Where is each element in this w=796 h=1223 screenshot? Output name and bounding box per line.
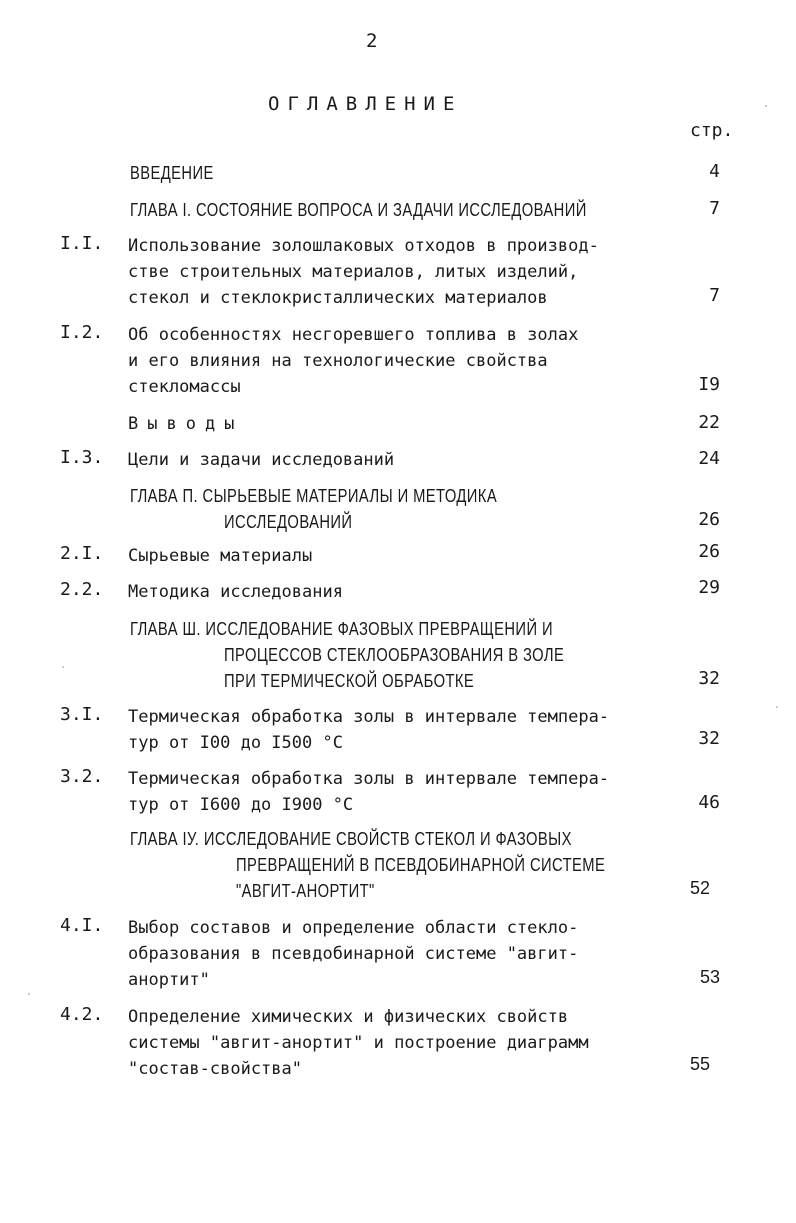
toc-entry-page: 4 xyxy=(709,161,720,182)
toc-entry-page: 32 xyxy=(698,728,720,749)
toc-entry-number: I.3. xyxy=(60,447,104,468)
page-column-label: стр. xyxy=(690,120,734,141)
toc-entry-line: стекломассы xyxy=(128,377,241,397)
toc-entry-page: 52 xyxy=(689,878,710,898)
toc-entry-page: I9 xyxy=(698,374,720,395)
toc-entry-page: 26 xyxy=(698,509,720,530)
toc-entry-line: "АВГИТ-АНОРТИТ" xyxy=(236,881,375,901)
toc-entry-line: Методика исследования xyxy=(128,582,343,602)
toc-entry-page: 55 xyxy=(689,1054,710,1074)
toc-entry-page: 29 xyxy=(698,577,720,598)
toc-entry-title: ВВЕДЕНИЕ xyxy=(130,163,214,183)
toc-entry-page: 53 xyxy=(699,967,720,987)
toc-entry-line: ПРОЦЕССОВ СТЕКЛООБРАЗОВАНИЯ В ЗОЛЕ xyxy=(224,645,565,665)
toc-entry-line: Определение химических и физических свойств xyxy=(128,1007,569,1027)
toc-entry-number: I.I. xyxy=(60,233,104,254)
toc-entry-page: 7 xyxy=(709,198,720,219)
toc-entry-line: ГЛАВА IУ. ИССЛЕДОВАНИЕ СВОЙСТВ СТЕКОЛ И ФАЗОВЫХ xyxy=(130,829,572,849)
toc-entry-line: тур от I00 до I500 °C xyxy=(128,733,343,753)
scan-speck xyxy=(776,706,778,708)
toc-entry-number: 4.2. xyxy=(60,1004,104,1025)
toc-entry-line: стве строительных материалов, литых изделий, xyxy=(128,262,579,282)
toc-entry-line: образования в псевдобинарной системе "авгит- xyxy=(128,944,579,964)
toc-entry-page: 26 xyxy=(698,541,720,562)
toc-entry-line: Сырьевые материалы xyxy=(128,546,313,566)
toc-entry-title: ГЛАВА I. СОСТОЯНИЕ ВОПРОСА И ЗАДАЧИ ИССЛЕДОВАНИЙ xyxy=(130,200,587,220)
toc-entry-line: ИССЛЕДОВАНИЙ xyxy=(224,512,353,532)
toc-entry-line: анортит" xyxy=(128,970,210,990)
scan-speck xyxy=(765,105,767,107)
toc-entry-line: ГЛАВА П. СЫРЬЕВЫЕ МАТЕРИАЛЫ И МЕТОДИКА xyxy=(130,486,498,506)
toc-entry-line: "состав-свойства" xyxy=(128,1059,302,1079)
toc-entry-number: 3.2. xyxy=(60,766,104,787)
toc-entry-number: 4.I. xyxy=(60,915,104,936)
scan-speck xyxy=(62,666,64,668)
toc-entry-page: 46 xyxy=(698,792,720,813)
toc-entry-number: I.2. xyxy=(60,322,104,343)
toc-entry-line: Цели и задачи исследований xyxy=(128,450,395,470)
toc-entry-number: 2.2. xyxy=(60,579,104,600)
page-number: 2 xyxy=(366,30,378,52)
toc-entry-line: Термическая обработка золы в интервале темпера- xyxy=(128,707,610,727)
toc-entry-line: тур от I600 до I900 °C xyxy=(128,795,354,815)
toc-entry-line: ПРИ ТЕРМИЧЕСКОЙ ОБРАБОТКЕ xyxy=(224,671,475,691)
scan-speck xyxy=(28,993,30,995)
toc-entry-number: 2.I. xyxy=(60,543,104,564)
toc-entry-line: Термическая обработка золы в интервале темпера- xyxy=(128,769,610,789)
toc-entry-line: стекол и стеклокристаллических материалов xyxy=(128,288,548,308)
toc-entry-number: 3.I. xyxy=(60,704,104,725)
toc-entry-page: 22 xyxy=(698,412,720,433)
toc-entry-page: 7 xyxy=(709,285,720,306)
toc-entry-title: Выводы xyxy=(128,414,244,434)
toc-entry-line: ГЛАВА Ш. ИССЛЕДОВАНИЕ ФАЗОВЫХ ПРЕВРАЩЕНИЙ И xyxy=(130,619,553,639)
page-title: ОГЛАВЛЕНИЕ xyxy=(268,93,463,115)
toc-entry-page: 24 xyxy=(698,448,720,469)
toc-entry-line: ПРЕВРАЩЕНИЙ В ПСЕВДОБИНАРНОЙ СИСТЕМЕ xyxy=(236,855,606,875)
toc-entry-line: системы "авгит-анортит" и построение диаграмм xyxy=(128,1033,589,1053)
toc-entry-page: 32 xyxy=(698,668,720,689)
toc-entry-line: Выбор составов и определение области стекло- xyxy=(128,918,579,938)
toc-entry-line: Об особенностях несгоревшего топлива в золах xyxy=(128,325,579,345)
toc-entry-line: Использование золошлаковых отходов в производ- xyxy=(128,236,599,256)
toc-entry-line: и его влияния на технологические свойства xyxy=(128,351,548,371)
